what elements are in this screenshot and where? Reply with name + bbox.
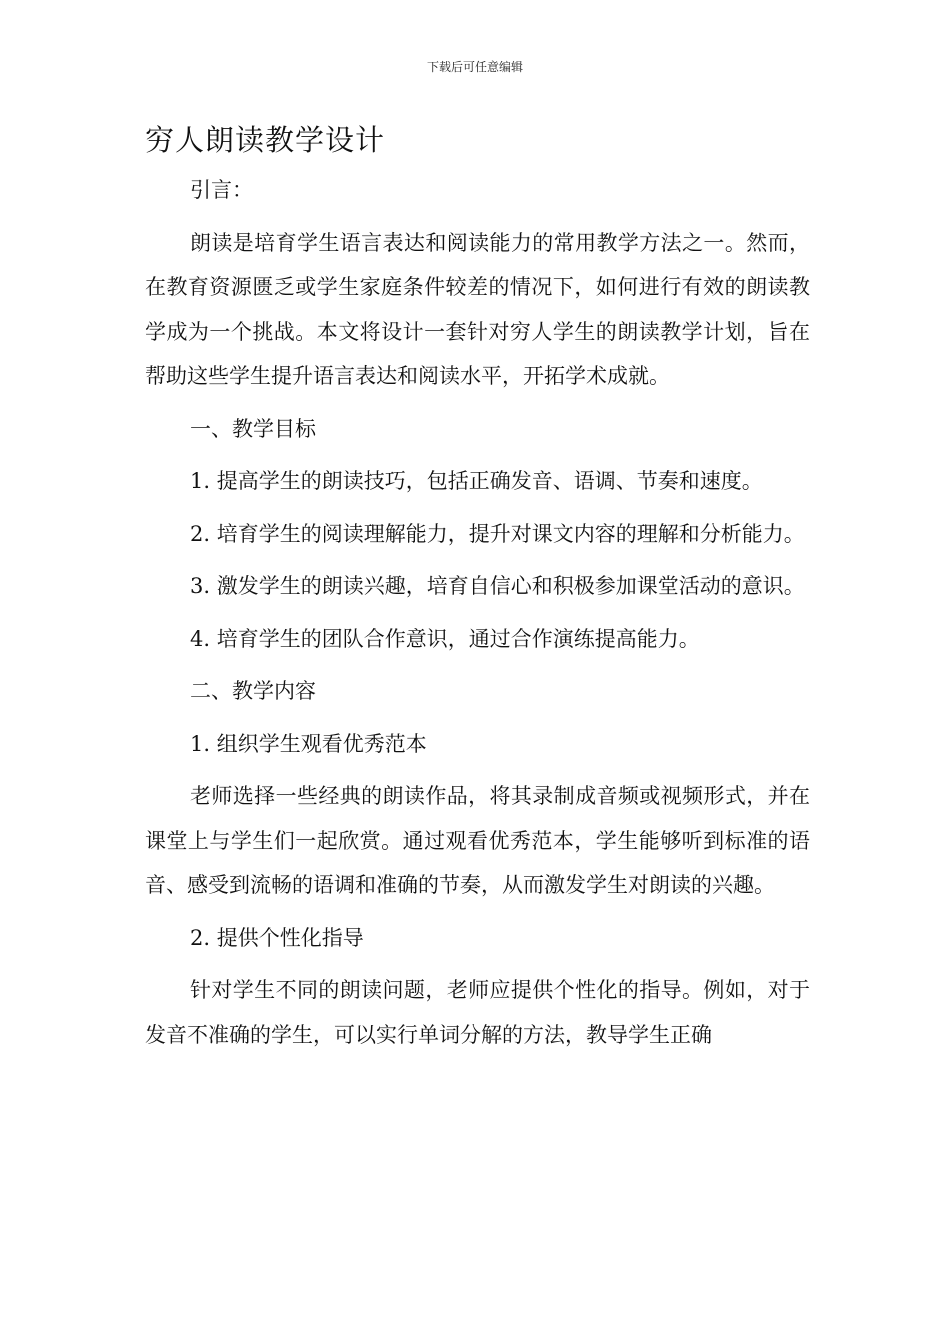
content-item-2-heading: 2. 提供个性化指导 <box>190 925 364 950</box>
document-body <box>145 168 810 1065</box>
goal-item-4: 4. 培育学生的团队合作意识，通过合作演练提高能力。 <box>190 626 700 651</box>
page-header-note: 下载后可任意编辑 <box>426 60 523 74</box>
goal-item-3: 3. 激发学生的朗读兴趣，培育自信心和积极参加课堂活动的意识。 <box>190 574 805 598</box>
content-item-1-paragraph: 老师选择一些经典的朗读作品，将其录制成音频或视频形式，并在课堂上与学生们一起欣赏。通过观看优秀范本，学生能够听到标准的语音、感受到流畅的语调和准确的节奏，从而激发学生对朗读的兴趣。 <box>145 784 810 897</box>
section-heading-goals: 一、教学目标 <box>190 416 316 441</box>
content-item-2-paragraph: 针对学生不同的朗读问题，老师应提供个性化的指导。例如，对于发音不准确的学生，可以实行单词分解的方法，教导学生正确 <box>145 978 810 1047</box>
content-item-1-heading: 1. 组织学生观看优秀范本 <box>190 731 427 756</box>
goal-item-2: 2. 培育学生的阅读理解能力，提升对课文内容的理解和分析能力。 <box>190 521 805 546</box>
document-title: 穷人朗读教学设计 <box>145 123 386 157</box>
section-heading-content: 二、教学内容 <box>190 679 316 703</box>
goal-item-1: 1. 提高学生的朗读技巧，包括正确发音、语调、节奏和速度。 <box>190 469 763 493</box>
intro-heading: 引言： <box>190 178 253 202</box>
intro-paragraph: 朗读是培育学生语言表达和阅读能力的常用教学方法之一。然而，在教育资源匮乏或学生家庭条件较差的情况下，如何进行有效的朗读教学成为一个挑战。本文将设计一套针对穷人学生的朗读教学计划，旨在帮助这些学生提升语言表达和阅读水平，开拓学术成就。 <box>145 230 810 388</box>
